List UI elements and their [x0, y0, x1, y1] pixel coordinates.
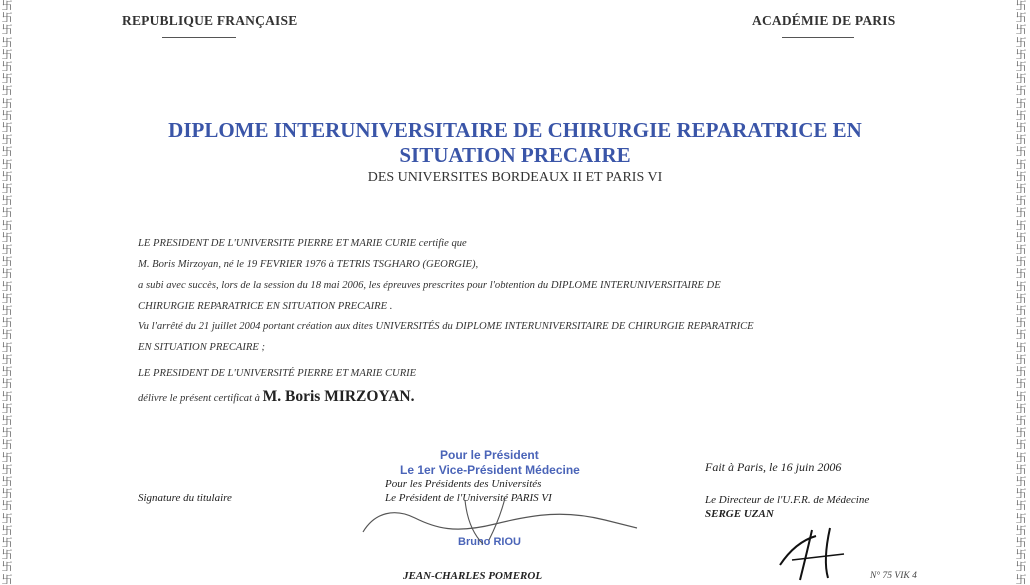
border-ornament: 卐 — [1015, 352, 1027, 366]
border-ornament: 卐 — [1015, 401, 1027, 415]
border-ornament: 卐 — [1, 340, 13, 354]
right-ornamental-border — [1015, 0, 1027, 585]
border-ornament: 卐 — [1, 572, 13, 585]
republic-header: REPUBLIQUE FRANÇAISE — [122, 13, 298, 28]
border-ornament: 卐 — [1015, 243, 1027, 257]
border-ornament: 卐 — [1, 145, 13, 159]
border-ornament: 卐 — [1, 267, 13, 281]
border-ornament: 卐 — [1015, 499, 1027, 513]
holder-signature-label: Signature du titulaire — [138, 492, 232, 504]
border-ornament: 卐 — [1015, 218, 1027, 232]
border-ornament: 卐 — [1015, 548, 1027, 562]
border-ornament: 卐 — [1015, 535, 1027, 549]
diploma-subtitle: DES UNIVERSITES BORDEAUX II ET PARIS VI — [367, 170, 663, 185]
academy-header: ACADÉMIE DE PARIS — [752, 13, 896, 28]
border-ornament: 卐 — [1015, 511, 1027, 525]
border-ornament: 卐 — [1015, 426, 1027, 440]
border-ornament: 卐 — [1, 157, 13, 171]
border-ornament: 卐 — [1, 523, 13, 537]
border-ornament: 卐 — [1, 450, 13, 464]
border-ornament: 卐 — [1, 96, 13, 110]
border-ornament: 卐 — [1, 413, 13, 427]
border-ornament: 卐 — [1015, 157, 1027, 171]
border-ornament: 卐 — [1, 121, 13, 135]
border-ornament: 卐 — [1015, 108, 1027, 122]
body-line: LE PRESIDENT DE L'UNIVERSITÉ PIERRE ET MARIE CURIE — [138, 368, 417, 379]
delivery-text: délivre le présent certificat à — [138, 393, 260, 404]
border-ornament: 卐 — [1015, 35, 1027, 49]
border-ornament: 卐 — [1, 511, 13, 525]
left-ornamental-border — [1, 0, 13, 585]
body-line: Vu l'arrêté du 21 juillet 2004 portant création aux dites UNIVERSITÉS du DIPLOME INTERUNIVERSITAIRE DE CHIRURGIE REPARATRICE — [138, 321, 754, 332]
border-ornament: 卐 — [1, 11, 13, 25]
border-ornament: 卐 — [1, 60, 13, 74]
academy-header-rule — [782, 37, 854, 38]
border-ornament: 卐 — [1, 438, 13, 452]
border-ornament: 卐 — [1015, 96, 1027, 110]
border-ornament: 卐 — [1015, 255, 1027, 269]
border-ornament: 卐 — [1, 23, 13, 37]
director-label: Le Directeur de l'U.F.R. de Médecine — [705, 494, 870, 506]
border-ornament: 卐 — [1, 255, 13, 269]
border-ornament: 卐 — [1015, 340, 1027, 354]
border-ornament: 卐 — [1015, 291, 1027, 305]
border-ornament: 卐 — [1015, 0, 1027, 12]
border-ornament: 卐 — [1, 377, 13, 391]
border-ornament: 卐 — [1, 169, 13, 183]
border-ornament: 卐 — [1, 389, 13, 403]
body-line: LE PRESIDENT DE L'UNIVERSITE PIERRE ET MARIE CURIE certifie que — [138, 238, 467, 249]
director-signature-icon — [770, 520, 860, 585]
diploma-title-line1: DIPLOME INTERUNIVERSITAIRE DE CHIRURGIE REPARATRICE EN — [168, 118, 862, 142]
holder-name-end: . — [410, 388, 415, 405]
border-ornament: 卐 — [1015, 145, 1027, 159]
diploma-title-line2: SITUATION PRECAIRE — [399, 143, 631, 167]
border-ornament: 卐 — [1015, 230, 1027, 244]
border-ornament: 卐 — [1, 474, 13, 488]
border-ornament: 卐 — [1, 243, 13, 257]
border-ornament: 卐 — [1, 218, 13, 232]
body-line: a subi avec succès, lors de la session du 18 mai 2006, les épreuves prescrites pour l'obtention du DIPLOME INTERUNIVERSITAIRE DE — [138, 280, 721, 291]
border-ornament: 卐 — [1, 462, 13, 476]
border-ornament: 卐 — [1015, 23, 1027, 37]
pomerol-name: JEAN-CHARLES POMEROL — [403, 570, 543, 582]
border-ornament: 卐 — [1015, 572, 1027, 585]
border-ornament: 卐 — [1, 560, 13, 574]
stamp-name: Bruno RIOU — [458, 536, 521, 548]
border-ornament: 卐 — [1, 291, 13, 305]
place-date: Fait à Paris, le 16 juin 2006 — [705, 460, 842, 474]
holder-name: M. Boris MIRZOYAN — [262, 388, 411, 405]
border-ornament: 卐 — [1, 426, 13, 440]
body-line: M. Boris Mirzoyan, né le 19 FEVRIER 1976 à TETRIS TSGHARO (GEORGIE), — [138, 259, 479, 270]
border-ornament: 卐 — [1, 365, 13, 379]
body-line: EN SITUATION PRECAIRE ; — [138, 342, 266, 353]
border-ornament: 卐 — [1015, 11, 1027, 25]
border-ornament: 卐 — [1015, 487, 1027, 501]
director-name: SERGE UZAN — [705, 508, 774, 520]
border-ornament: 卐 — [1015, 182, 1027, 196]
border-ornament: 卐 — [1, 72, 13, 86]
border-ornament: 卐 — [1015, 267, 1027, 281]
border-ornament: 卐 — [1, 352, 13, 366]
border-ornament: 卐 — [1, 133, 13, 147]
border-ornament: 卐 — [1015, 450, 1027, 464]
border-ornament: 卐 — [1, 316, 13, 330]
border-ornament: 卐 — [1, 47, 13, 61]
president-signature-icon — [355, 490, 645, 550]
border-ornament: 卐 — [1015, 279, 1027, 293]
border-ornament: 卐 — [1015, 438, 1027, 452]
border-ornament: 卐 — [1015, 47, 1027, 61]
border-ornament: 卐 — [1, 401, 13, 415]
border-ornament: 卐 — [1015, 377, 1027, 391]
border-ornament: 卐 — [1015, 365, 1027, 379]
border-ornament: 卐 — [1, 304, 13, 318]
border-ornament: 卐 — [1015, 194, 1027, 208]
border-ornament: 卐 — [1, 194, 13, 208]
border-ornament: 卐 — [1, 182, 13, 196]
border-ornament: 卐 — [1015, 84, 1027, 98]
border-ornament: 卐 — [1, 35, 13, 49]
border-ornament: 卐 — [1015, 206, 1027, 220]
border-ornament: 卐 — [1, 0, 13, 12]
border-ornament: 卐 — [1, 230, 13, 244]
border-ornament: 卐 — [1015, 389, 1027, 403]
border-ornament: 卐 — [1015, 523, 1027, 537]
border-ornament: 卐 — [1015, 462, 1027, 476]
border-ornament: 卐 — [1, 535, 13, 549]
border-ornament: 卐 — [1, 108, 13, 122]
border-ornament: 卐 — [1, 279, 13, 293]
presidents-line1: Pour les Présidents des Universités — [385, 478, 542, 490]
border-ornament: 卐 — [1015, 169, 1027, 183]
border-ornament: 卐 — [1, 487, 13, 501]
stamp-line1: Pour le Président — [440, 448, 539, 462]
republic-header-rule — [162, 37, 236, 38]
border-ornament: 卐 — [1015, 316, 1027, 330]
border-ornament: 卐 — [1, 328, 13, 342]
border-ornament: 卐 — [1, 548, 13, 562]
border-ornament: 卐 — [1015, 328, 1027, 342]
stamp-line2: Le 1er Vice-Président Médecine — [400, 463, 580, 477]
presidents-line2: Le Président de l'Université PARIS VI — [385, 492, 552, 504]
border-ornament: 卐 — [1, 206, 13, 220]
document-number: N° 75 VIK 4 — [870, 571, 917, 581]
body-line: CHIRURGIE REPARATRICE EN SITUATION PRECAIRE . — [138, 301, 393, 312]
border-ornament: 卐 — [1015, 560, 1027, 574]
border-ornament: 卐 — [1, 499, 13, 513]
delivery-line — [138, 388, 415, 406]
border-ornament: 卐 — [1, 84, 13, 98]
border-ornament: 卐 — [1015, 60, 1027, 74]
border-ornament: 卐 — [1015, 304, 1027, 318]
border-ornament: 卐 — [1015, 474, 1027, 488]
border-ornament: 卐 — [1015, 413, 1027, 427]
border-ornament: 卐 — [1015, 121, 1027, 135]
border-ornament: 卐 — [1015, 133, 1027, 147]
border-ornament: 卐 — [1015, 72, 1027, 86]
